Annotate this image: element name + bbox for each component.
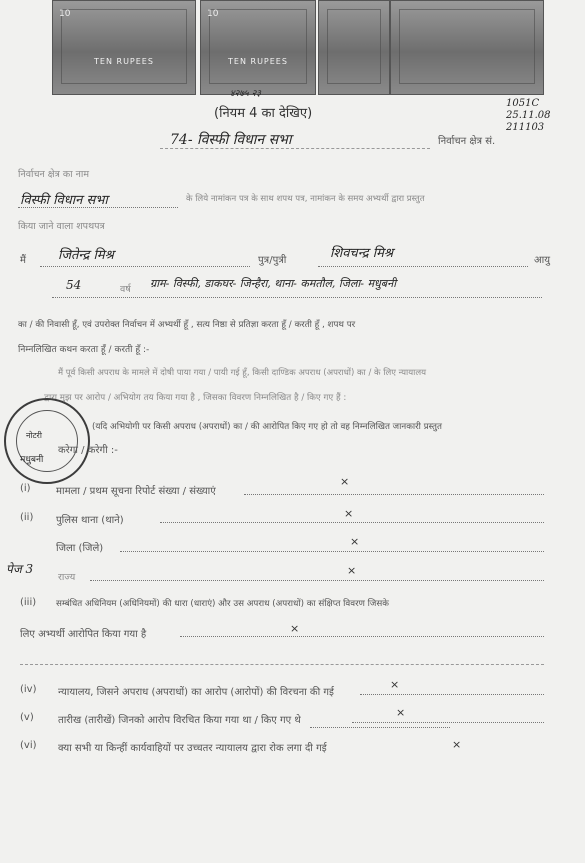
address-value: ग्राम- विस्फी, डाकघर- जिन्हैरा, थाना- कमतौल, जिला- मधुबनी (150, 277, 397, 290)
police-station-label: पुलिस थाना (थाने) (56, 515, 124, 526)
years-label: वर्ष (120, 284, 131, 295)
age-value: 54 (66, 278, 82, 292)
item-number: (i) (20, 483, 31, 494)
cross-mark: × (344, 507, 354, 520)
sections-offence-label: सम्बंधित अधिनियम (अधिनियमों) की धारा (धाराएं) और उस अपराध (अपराधों) का संक्षिप्त विवरण जिसके (56, 599, 389, 609)
item-number: (ii) (20, 512, 34, 523)
court-fee-stamp (318, 0, 390, 95)
item-number: (v) (20, 712, 34, 723)
criminal-case-statement: मैं पूर्व किसी अपराध के मामले में दोषी पाया गया / पायी गई हूँ, किसी दाण्डिक अपराध (अपराधों) का / के लिए न्यायालय (58, 368, 427, 378)
criminal-case-statement-2: द्वारा मुझ पर आरोप / अभियोग तय किया गया है , जिसका विवरण निम्नलिखित है / किए गए हैं : (44, 393, 347, 403)
district-label: जिला (जिले) (56, 543, 104, 554)
court-fee-stamp (390, 0, 544, 95)
case-fir-label: मामला / प्रथम सूचना रिपोर्ट संख्या / संख्याएं (56, 486, 216, 497)
cross-mark: × (347, 564, 357, 577)
charges-instruction-2: करेगा / करेगी :- (58, 445, 118, 456)
side-note: पेज 3 (6, 562, 34, 576)
notary-seal: नोटरी मधुबनी (4, 398, 90, 484)
declarant-prefix: मैं (20, 255, 26, 266)
cross-mark: × (340, 475, 350, 488)
court-framing-charges-label: न्यायालय, जिसने अपराध (अपराधों) का आरोप (आरोपों) की विरचना की गई (58, 687, 334, 698)
cross-mark: × (390, 678, 400, 691)
stamp-serial: ४२७५ २३ (230, 89, 261, 99)
cross-mark: × (290, 622, 300, 635)
item-number: (iii) (20, 597, 37, 608)
form-purpose-text: के लिये नामांकन पत्र के साथ शपथ पत्र, नामांकन के समय अभ्यर्थी द्वारा प्रस्तुत (186, 194, 425, 204)
declarant-name: जितेन्द्र मिश्र (58, 248, 114, 263)
constituency-title: 74- विस्फी विधान सभा (170, 132, 292, 148)
court-fee-stamp: 10 TEN RUPEES (200, 0, 316, 95)
cross-mark: × (350, 535, 360, 548)
age-label: आयु (534, 255, 551, 266)
charge-date-label: तारीख (तारीखें) जिनको आरोप विरचित किया गया था / किए गए थे (58, 715, 301, 726)
state-label: राज्य (58, 572, 76, 583)
constituency-name-value: विस्फी विधान सभा (20, 193, 108, 208)
item-number: (vi) (20, 740, 37, 751)
sections-offence-label-2: लिए अभ्यर्थी आरोपित किया गया है (20, 629, 147, 640)
constituency-number-label: निर्वाचन क्षेत्र सं. (438, 136, 496, 147)
father-name: शिवचन्द्र मिश्र (330, 246, 394, 261)
cross-mark: × (452, 738, 462, 751)
rule-heading: (नियम 4 का देखिए) (214, 106, 313, 121)
court-fee-stamp: 10 TEN RUPEES (52, 0, 196, 95)
declaration-text-2: निम्नलिखित कथन करता हूँ / करती हूँ :- (18, 345, 150, 355)
form-purpose-text-2: किया जाने वाला शपथपत्र (18, 221, 105, 232)
declaration-text: का / की निवासी हूँ, एवं उपरोक्त निर्वाचन में अभ्यर्थी हूँ , सत्य निष्ठा से प्रतिज्ञा करता हूँ / करती हूँ , शपथ पर (18, 320, 356, 330)
proceedings-stay-label: क्या सभी या किन्हीं कार्यवाहियों पर उच्चतर न्यायालय द्वारा रोक लगा दी गई (58, 743, 327, 754)
item-number: (iv) (20, 684, 37, 695)
cross-mark: × (396, 706, 406, 719)
constituency-name-label: निर्वाचन क्षेत्र का नाम (18, 169, 90, 180)
son-of-label: पुत्र/पुत्री (258, 255, 287, 266)
charges-instruction: (यदि अभियोगी पर किसी अपराध (अपराधों) का / की आरोपित किए गए हो तो वह निम्नलिखित जानकारी प्रस्तुत (92, 422, 442, 432)
margin-note: 1051C 25.11.08 211103 (506, 98, 551, 133)
